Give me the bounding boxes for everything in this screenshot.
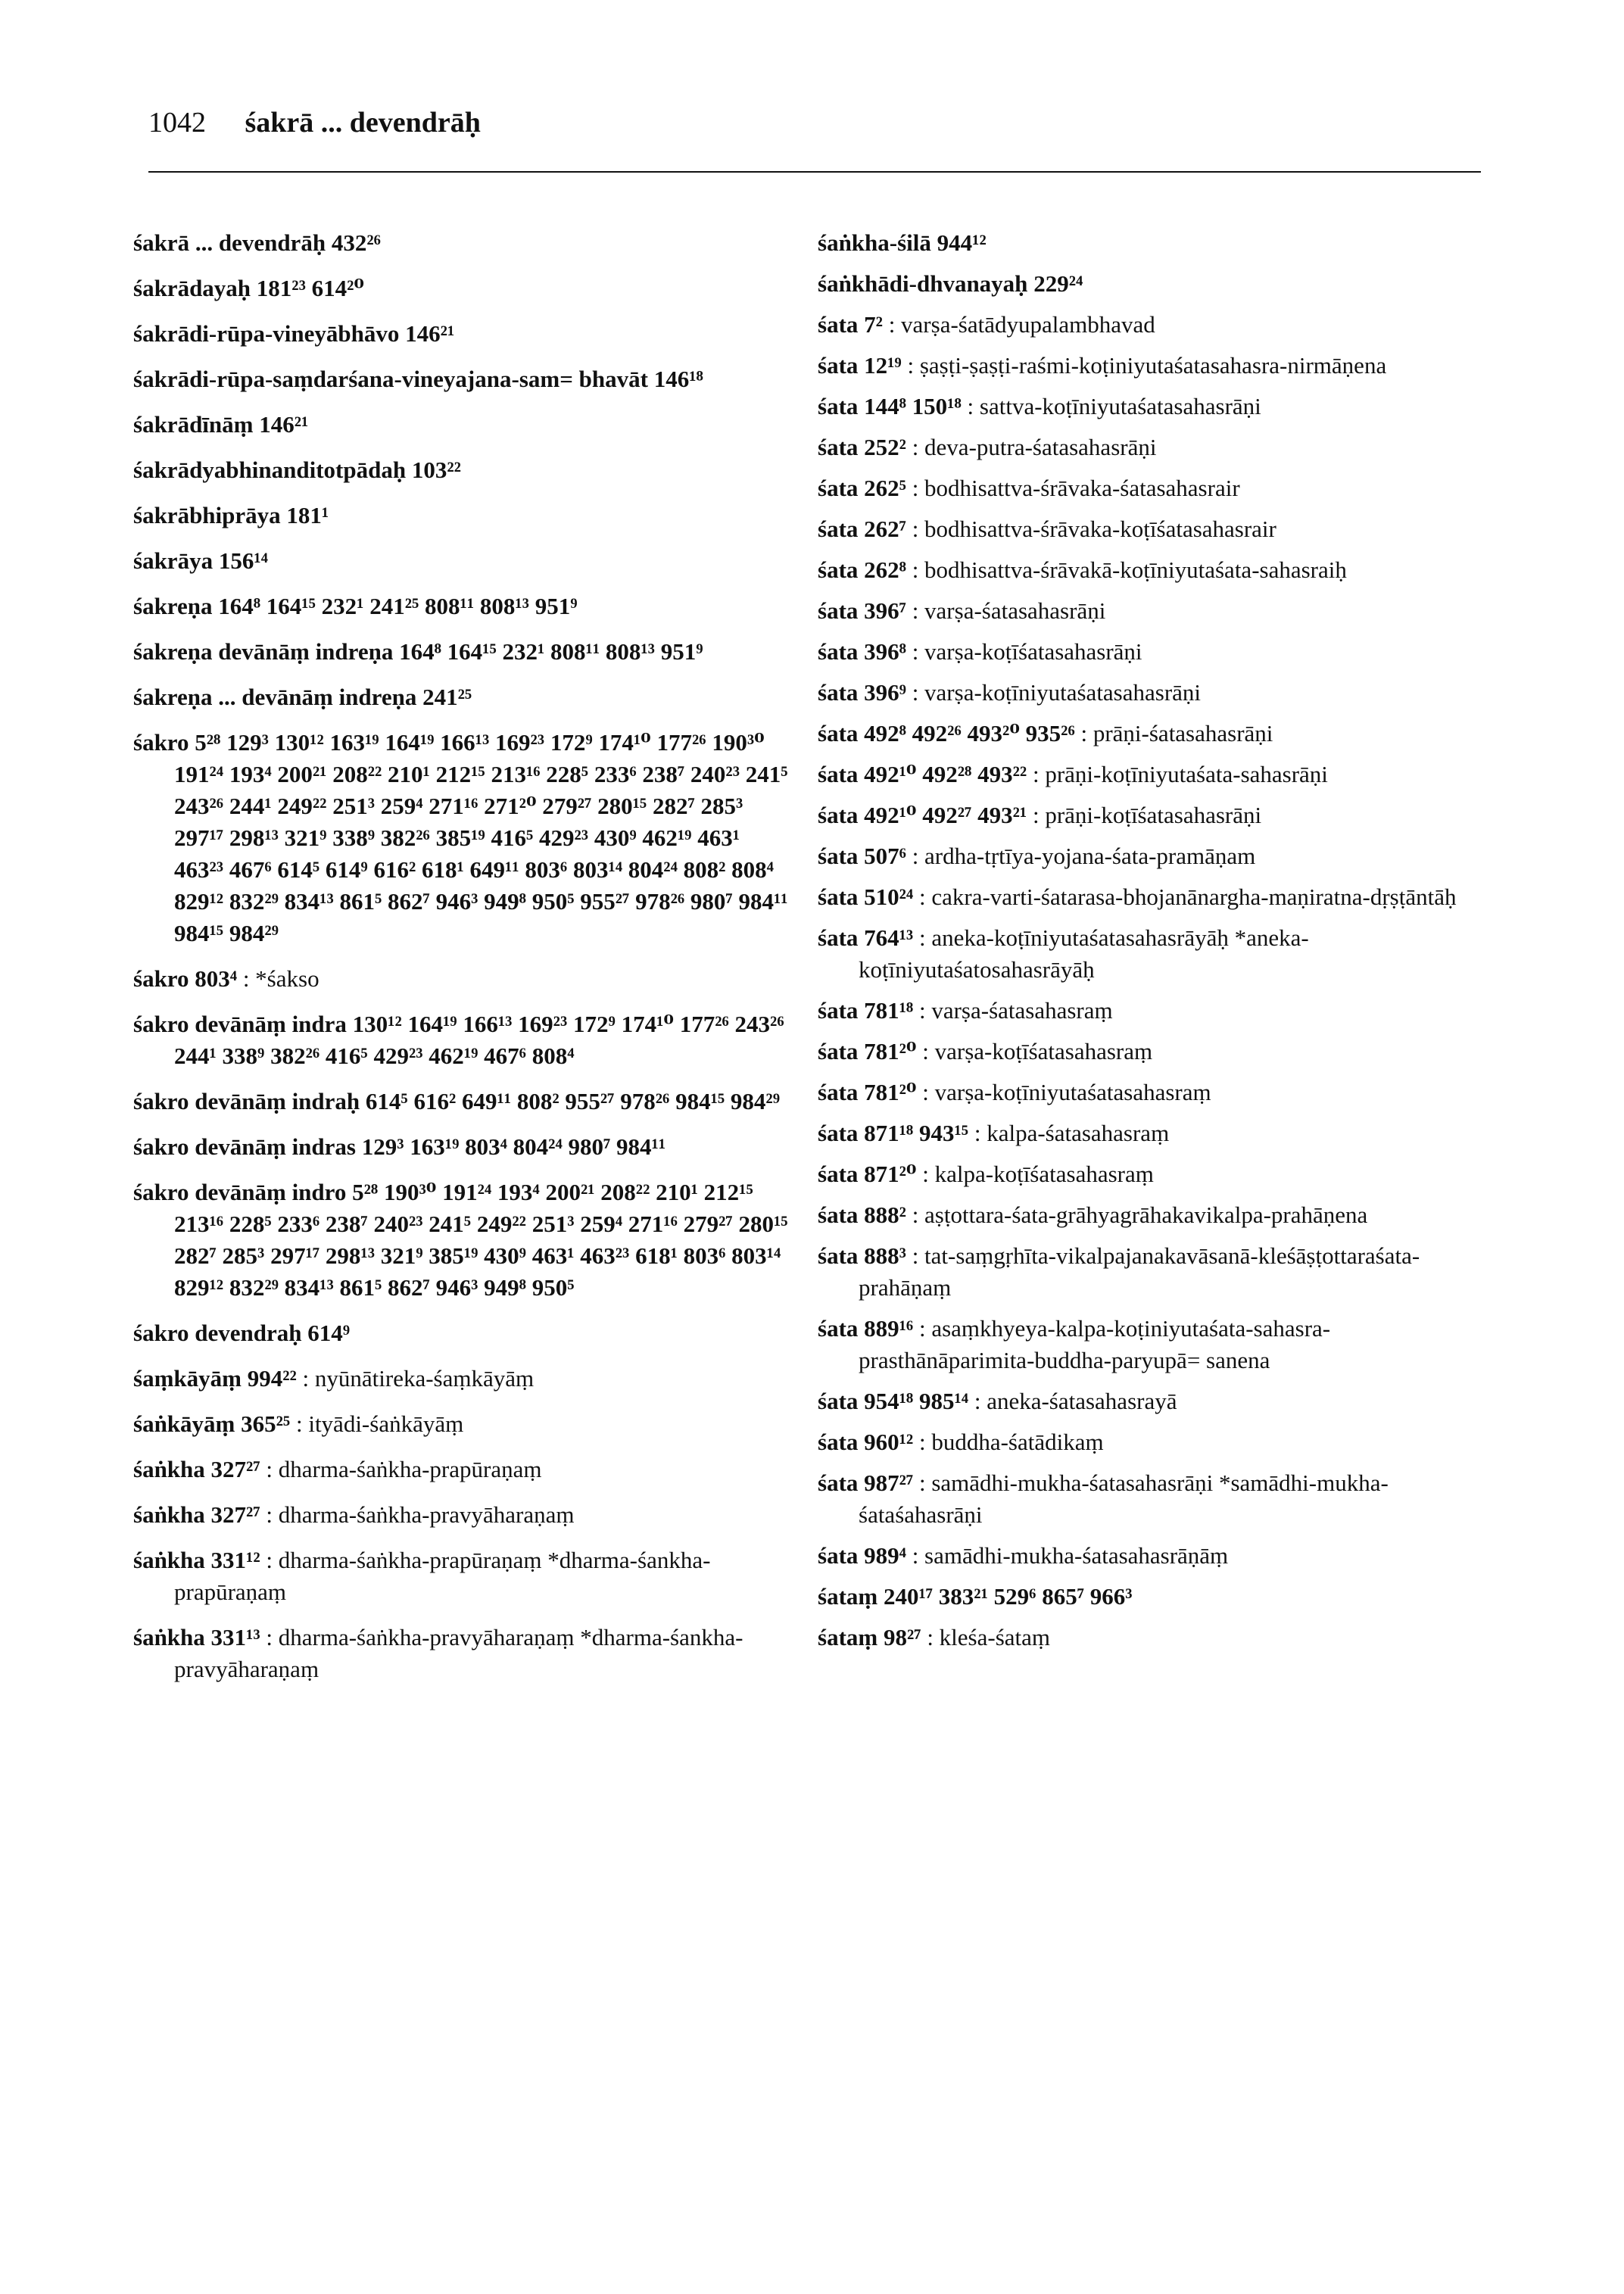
entry-references: 871¹⁸ 943¹⁵ (864, 1120, 969, 1146)
entry-gloss: : samādhi-mukha-śatasahasrāṇi *samādhi-mukha-śataśahasrāṇi (859, 1470, 1389, 1528)
entry-headword: śaṅkha (133, 1456, 205, 1482)
entry-references: 5²⁸ 190³⁰ 191²⁴ 193⁴ 200²¹ 208²² 210¹ 212¹⁵ 213¹⁶ 228⁵ 233⁶ 238⁷ 240²³ 241⁵ 249²² 251³ 259⁴ 271¹⁶ 279²⁷ 280¹⁵ 282⁷ 285³ 297¹⁷ 298¹³ 321⁹ 385¹⁹ 430⁹ 463¹ 463²³ 618¹ 803⁶ 803¹⁴ 829¹² 832²⁹ 834¹³ 861⁵ 862⁷ 946³ 949⁸ 950⁵ (174, 1179, 788, 1301)
entry-references: 103²² (411, 457, 461, 483)
entry-gloss: : buddha-śatādikaṃ (918, 1429, 1104, 1455)
entry-gloss: : kalpa-śatasahasraṃ (974, 1120, 1170, 1146)
entry-headword: śaṅkha-śilā (818, 229, 931, 256)
entry-headword: śakrāya (133, 547, 214, 574)
index-entry (133, 1317, 792, 1349)
entry-references: 888² (864, 1202, 906, 1228)
entry-headword: śata (818, 761, 859, 787)
entry-references: 764¹³ (864, 924, 914, 951)
index-entry (818, 922, 1499, 986)
entry-references: 614⁹ (307, 1320, 351, 1346)
entry-headword: śakro devānāṃ indraḥ (133, 1088, 360, 1114)
index-entry (818, 1199, 1499, 1231)
index-entry (818, 995, 1499, 1027)
index-entry (818, 1117, 1499, 1149)
entry-references: 146¹⁸ (653, 366, 703, 392)
index-entry (133, 318, 792, 350)
entry-references: 396⁹ (864, 679, 906, 706)
index-entry (133, 1499, 792, 1531)
header-rule (148, 171, 1481, 173)
entry-gloss: : dharma-śaṅkha-prapūraṇaṃ *dharma-śankha-prapūraṇaṃ (174, 1547, 711, 1605)
entry-gloss: : cakra-varti-śatarasa-bhojanānargha-maṇiratna-dṛṣṭāntāḥ (918, 884, 1457, 910)
entry-references: 492⁸ 492²⁶ 493²⁰ 935²⁶ (864, 720, 1075, 746)
entry-gloss: : varṣa-koṭīśatasahasraṃ (922, 1038, 1153, 1064)
entry-references: 327²⁷ (210, 1456, 260, 1482)
index-entry (818, 391, 1499, 422)
entry-gloss: : varṣa-śatasahasrāṇi (912, 597, 1106, 624)
entry-references: 365²⁵ (241, 1410, 291, 1437)
entry-headword: śata (818, 1542, 859, 1569)
entry-headword: śakrābhiprāya (133, 502, 281, 528)
index-entry (133, 636, 792, 668)
entry-headword: śata (818, 802, 859, 828)
entry-gloss: : sattva-koṭīniyutaśatasahasrāṇi (967, 393, 1261, 419)
entry-references: 781¹⁸ (864, 997, 914, 1024)
index-entry (818, 1240, 1499, 1304)
index-entry (133, 1622, 792, 1685)
entry-references: 262⁷ (864, 516, 906, 542)
entry-references: 262⁵ (864, 475, 906, 501)
entry-headword: śata (818, 597, 859, 624)
entry-headword: śakrādyabhinanditotpādaḥ (133, 457, 407, 483)
entry-gloss: : ṣaṣṭi-ṣaṣṭi-raśmi-koṭiniyutaśatasahasra-nirmāṇena (907, 352, 1387, 379)
index-entry (818, 1426, 1499, 1458)
index-entry (133, 1363, 792, 1395)
entry-headword: śakro devānāṃ indro (133, 1179, 347, 1205)
index-entry (133, 591, 792, 622)
index-entry (818, 432, 1499, 463)
index-entry (818, 1467, 1499, 1531)
entry-gloss: : varṣa-śatasahasraṃ (918, 997, 1113, 1024)
entry-headword: śakro (133, 729, 189, 756)
entry-headword: śaṅkha (133, 1624, 205, 1650)
index-entry (818, 1036, 1499, 1068)
index-entry (133, 500, 792, 531)
entry-headword: śakreṇa devānāṃ indreṇa (133, 638, 394, 665)
entry-headword: śata (818, 638, 859, 665)
entry-references: 507⁶ (864, 843, 906, 869)
left-column (133, 227, 792, 1699)
entry-references: 164⁸ 164¹⁵ 232¹ 808¹¹ 808¹³ 951⁹ (399, 638, 703, 665)
entry-gloss: : varṣa-koṭīśatasahasrāṇi (912, 638, 1142, 665)
entry-headword: śataṃ (818, 1583, 878, 1610)
entry-headword: śata (818, 924, 859, 951)
entry-references: 164⁸ 164¹⁵ 232¹ 241²⁵ 808¹¹ 808¹³ 951⁹ (218, 593, 578, 619)
entry-headword: śakrādi-rūpa-saṃdarśana-vineyajana-sam= bhavāt (133, 366, 648, 392)
entry-references: 510²⁴ (864, 884, 914, 910)
page-number: 1042 (148, 107, 206, 139)
entry-headword: śaṃkāyāṃ (133, 1365, 242, 1392)
entry-headword: śata (818, 475, 859, 501)
entry-headword: śata (818, 1242, 859, 1269)
entry-gloss: : aneka-koṭīniyutaśatasahasrāyāḥ *aneka-koṭīniyutaśatosahasrāyāḥ (859, 924, 1309, 983)
entry-references: 12¹⁹ (864, 352, 902, 379)
index-entry (818, 595, 1499, 627)
entry-headword: śata (818, 434, 859, 460)
entry-headword: śata (818, 843, 859, 869)
entry-gloss: : varṣa-koṭīniyutaśatasahasraṃ (922, 1079, 1211, 1105)
entry-headword: śata (818, 720, 859, 746)
entry-headword: śata (818, 516, 859, 542)
entry-gloss: : varṣa-koṭīniyutaśatasahasrāṇi (912, 679, 1202, 706)
entry-headword: śakreṇa ... devānāṃ indreṇa (133, 684, 417, 710)
index-entry (818, 1581, 1499, 1613)
entry-references: 331¹² (210, 1547, 260, 1573)
entry-references: 994²² (247, 1365, 297, 1392)
entry-headword: śakro devānāṃ indras (133, 1133, 356, 1160)
entry-headword: śata (818, 1388, 859, 1414)
entry-references: 871²⁰ (864, 1161, 917, 1187)
entry-references: 492¹⁰ 492²⁷ 493²¹ (864, 802, 1027, 828)
index-entry (133, 727, 792, 949)
entry-references: 146²¹ (405, 320, 455, 347)
entry-headword: śakro (133, 965, 189, 992)
index-entry (818, 881, 1499, 913)
entry-gloss: : dharma-śaṅkha-prapūraṇaṃ (266, 1456, 542, 1482)
entry-headword: śata (818, 1470, 859, 1496)
entry-headword: śakreṇa (133, 593, 213, 619)
page-header (148, 106, 1481, 139)
index-entry (818, 1622, 1499, 1653)
index-entry (818, 677, 1499, 709)
entry-references: 146²¹ (259, 411, 309, 438)
index-entry (818, 840, 1499, 872)
entry-gloss: : varṣa-śatādyupalambhavad (888, 311, 1155, 338)
entry-references: 7² (864, 311, 883, 338)
index-entry (818, 799, 1499, 831)
entry-gloss: : kleśa-śataṃ (927, 1624, 1051, 1650)
index-entry (133, 1131, 792, 1163)
index-entry (818, 227, 1499, 259)
entry-references: 130¹² 164¹⁹ 166¹³ 169²³ 172⁹ 174¹⁰ 177²⁶ 243²⁶ 244¹ 338⁹ 382²⁶ 416⁵ 429²³ 462¹⁹ 467⁶ 808⁴ (174, 1011, 784, 1069)
entry-references: 614⁵ 616² 649¹¹ 808² 955²⁷ 978²⁶ 984¹⁵ 984²⁹ (365, 1088, 780, 1114)
entry-references: 888³ (864, 1242, 906, 1269)
index-entry (818, 513, 1499, 545)
entry-headword: śata (818, 1202, 859, 1228)
entry-headword: śata (818, 393, 859, 419)
entry-headword: śakrā ... devendrāḥ (133, 229, 326, 256)
entry-gloss: : ardha-tṛtīya-yojana-śata-pramāṇam (912, 843, 1256, 869)
index-entry (133, 1008, 792, 1072)
entry-references: 331¹³ (210, 1624, 260, 1650)
entry-headword: śata (818, 1429, 859, 1455)
entry-references: 129³ 163¹⁹ 803⁴ 804²⁴ 980⁷ 984¹¹ (361, 1133, 666, 1160)
entry-headword: śata (818, 1120, 859, 1146)
index-entry (818, 759, 1499, 790)
index-entry (818, 472, 1499, 504)
entry-references: 327²⁷ (210, 1501, 260, 1528)
entry-gloss: : deva-putra-śatasahasrāṇi (912, 434, 1157, 460)
entry-references: 5²⁸ 129³ 130¹² 163¹⁹ 164¹⁹ 166¹³ 169²³ 172⁹ 174¹⁰ 177²⁶ 190³⁰ 191²⁴ 193⁴ 200²¹ 208²² 210¹ 212¹⁵ 213¹⁶ 228⁵ 233⁶ 238⁷ 240²³ 241⁵ 243²⁶ 244¹ 249²² 251³ 259⁴ 271¹⁶ 271²⁰ 279²⁷ 280¹⁵ 282⁷ 285³ 297¹⁷ 298¹³ 321⁹ 338⁹ 382²⁶ 385¹⁹ 416⁵ 429²³ 430⁹ 462¹⁹ 463¹ 463²³ 467⁶ 614⁵ 614⁹ 616² 618¹ 649¹¹ 803⁶ 803¹⁴ 804²⁴ 808² 808⁴ 829¹² 832²⁹ 834¹³ 861⁵ 862⁷ 946³ 949⁸ 950⁵ 955²⁷ 978²⁶ 980⁷ 984¹¹ 984¹⁵ 984²⁹ (174, 729, 788, 946)
entry-gloss: : aṣṭottara-śata-grāhyagrāhakavikalpa-prahāṇena (912, 1202, 1368, 1228)
entry-gloss: : bodhisattva-śrāvaka-śatasahasrair (912, 475, 1240, 501)
entry-headword: śata (818, 884, 859, 910)
entry-references: 181²³ 614²⁰ (256, 275, 365, 301)
entry-gloss: : kalpa-koṭīśatasahasraṃ (922, 1161, 1154, 1187)
entry-gloss: : tat-saṃgṛhīta-vikalpajanakavāsanā-kleśāṣṭottaraśata-prahāṇaṃ (859, 1242, 1420, 1301)
entry-references: 156¹⁴ (218, 547, 268, 574)
entry-references: 944¹² (937, 229, 987, 256)
entry-headword: śaṅkāyāṃ (133, 1410, 235, 1437)
entry-headword: śata (818, 1038, 859, 1064)
entry-references: 803⁴ (195, 965, 238, 992)
entry-references: 396⁸ (864, 638, 906, 665)
entry-references: 781²⁰ (864, 1038, 917, 1064)
entry-gloss: : bodhisattva-śrāvakā-koṭīniyutaśata-sahasraiḥ (912, 556, 1347, 583)
entry-references: 432²⁶ (331, 229, 381, 256)
entry-references: 229²⁴ (1033, 270, 1083, 297)
entry-headword: śata (818, 1079, 859, 1105)
entry-references: 262⁸ (864, 556, 906, 583)
entry-references: 396⁷ (864, 597, 906, 624)
entry-headword: śakro devānāṃ indra (133, 1011, 347, 1037)
entry-references: 241²⁵ (422, 684, 472, 710)
index-entry (818, 554, 1499, 586)
entry-gloss: : prāṇi-śatasahasrāṇi (1080, 720, 1273, 746)
entry-headword: śata (818, 556, 859, 583)
entry-gloss: : dharma-śaṅkha-pravyāharaṇaṃ *dharma-śankha-pravyāharaṇaṃ (174, 1624, 743, 1682)
index-entry (818, 1077, 1499, 1108)
entry-references: 781²⁰ (864, 1079, 917, 1105)
entry-references: 98²⁷ (883, 1624, 921, 1650)
index-entry (818, 1385, 1499, 1417)
entry-references: 492¹⁰ 492²⁸ 493²² (864, 761, 1027, 787)
entry-headword: śaṅkhādi-dhvanayaḥ (818, 270, 1028, 297)
entry-gloss: : aneka-śatasahasrayā (974, 1388, 1177, 1414)
entry-headword: śataṃ (818, 1624, 878, 1650)
index-entry (818, 636, 1499, 668)
index-entry (133, 1177, 792, 1304)
entry-gloss: : prāṇi-koṭīniyutaśata-sahasrāṇi (1032, 761, 1328, 787)
entry-gloss: : *śakso (242, 965, 320, 992)
entry-headword: śata (818, 1315, 859, 1342)
index-entry (818, 268, 1499, 300)
index-entry (133, 1086, 792, 1117)
entry-references: 954¹⁸ 985¹⁴ (864, 1388, 969, 1414)
entry-gloss: : dharma-śaṅkha-pravyāharaṇaṃ (266, 1501, 575, 1528)
entry-references: 987²⁷ (864, 1470, 914, 1496)
index-entry (818, 1158, 1499, 1190)
index-entry (133, 681, 792, 713)
entry-headword: śakro devendraḥ (133, 1320, 302, 1346)
index-entry (818, 309, 1499, 341)
index-entry (818, 1313, 1499, 1376)
index-entry (133, 227, 792, 259)
entry-headword: śakrādi-rūpa-vineyābhāvo (133, 320, 400, 347)
entry-references: 960¹² (864, 1429, 914, 1455)
index-entry (133, 545, 792, 577)
index-entry (133, 454, 792, 486)
right-column (818, 227, 1499, 1663)
index-entry (133, 1408, 792, 1440)
entry-headword: śakrādīnāṃ (133, 411, 254, 438)
index-entry (133, 273, 792, 304)
running-head: śakrā ... devendrāḥ (245, 107, 481, 139)
index-entry (133, 1454, 792, 1485)
entry-gloss: : ityādi-śaṅkāyāṃ (295, 1410, 464, 1437)
entry-gloss: : prāṇi-koṭīśatasahasrāṇi (1032, 802, 1262, 828)
entry-references: 181¹ (286, 502, 329, 528)
index-entry (133, 963, 792, 995)
entry-gloss: : samādhi-mukha-śatasahasrāṇāṃ (912, 1542, 1229, 1569)
entry-headword: śaṅkha (133, 1547, 205, 1573)
entry-headword: śata (818, 352, 859, 379)
index-entry (818, 718, 1499, 750)
entry-headword: śata (818, 311, 859, 338)
index-entry (818, 1540, 1499, 1572)
entry-headword: śaṅkha (133, 1501, 205, 1528)
entry-headword: śata (818, 997, 859, 1024)
entry-gloss: : bodhisattva-śrāvaka-koṭīśatasahasrair (912, 516, 1276, 542)
entry-references: 240¹⁷ 383²¹ 529⁶ 865⁷ 966³ (883, 1583, 1133, 1610)
entry-headword: śata (818, 1161, 859, 1187)
index-entry (133, 1544, 792, 1608)
entry-headword: śata (818, 679, 859, 706)
index-entry (133, 409, 792, 441)
entry-references: 889¹⁶ (864, 1315, 914, 1342)
entry-references: 989⁴ (864, 1542, 906, 1569)
entry-references: 252² (864, 434, 906, 460)
entry-headword: śakrādayaḥ (133, 275, 251, 301)
entry-gloss: : asaṃkhyeya-kalpa-koṭiniyutaśata-sahasra-prasthānāparimita-buddha-paryupā= sanena (859, 1315, 1331, 1373)
entry-references: 144⁸ 150¹⁸ (864, 393, 962, 419)
index-entry (133, 363, 792, 395)
index-entry (818, 350, 1499, 382)
entry-gloss: : nyūnātireka-śaṃkāyāṃ (302, 1365, 535, 1392)
